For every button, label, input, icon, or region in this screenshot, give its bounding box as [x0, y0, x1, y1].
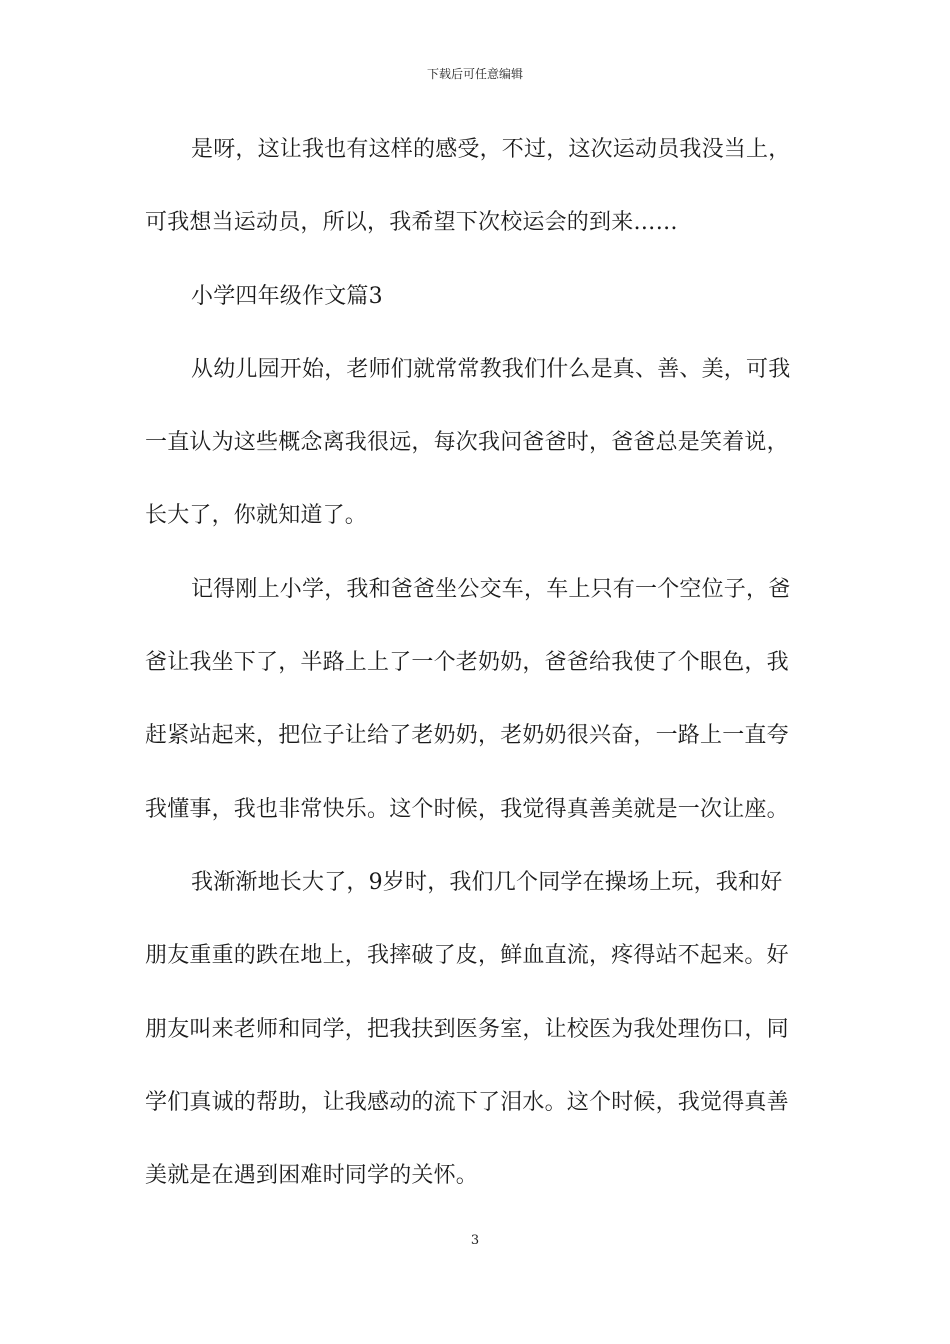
section-title: 小学四年级作文篇3 — [191, 283, 383, 309]
essay-body — [145, 126, 810, 1225]
paragraph-line: 我懂事，我也非常快乐。这个时候，我觉得真善美就是一次让座。 — [145, 796, 789, 822]
paragraph-line: 美就是在遇到困难时同学的关怀。 — [145, 1163, 479, 1189]
paragraph-line: 长大了，你就知道了。 — [145, 503, 368, 529]
paragraph-line: 从幼儿园开始，老师们就常常教我们什么是真、善、美，可我 — [191, 356, 791, 382]
paragraph-line: 朋友叫来老师和同学，把我扶到医务室，让校医为我处理伤口，同 — [145, 1016, 789, 1042]
paragraph-line: 学们真诚的帮助，让我感动的流下了泪水。这个时候，我觉得真善 — [145, 1089, 789, 1115]
page-header: 下载后可任意编辑 — [426, 67, 523, 81]
page-number: 3 — [470, 1233, 480, 1248]
paragraph-line: 我渐渐地长大了，9岁时，我们几个同学在操场上玩，我和好 — [191, 869, 783, 895]
paragraph-line: 爸让我坐下了，半路上上了一个老奶奶，爸爸给我使了个眼色，我 — [145, 650, 789, 676]
paragraph-line: 记得刚上小学，我和爸爸坐公交车，车上只有一个空位子，爸 — [191, 576, 791, 602]
paragraph-line: 一直认为这些概念离我很远，每次我问爸爸时，爸爸总是笑着说， — [145, 430, 789, 456]
paragraph-line: 赶紧站起来，把位子让给了老奶奶，老奶奶很兴奋，一路上一直夸 — [145, 723, 789, 749]
paragraph-line: 朋友重重的跌在地上，我摔破了皮，鲜血直流，疼得站不起来。好 — [145, 943, 789, 969]
paragraph-line: 是呀，这让我也有这样的感受，不过，这次运动员我没当上， — [191, 137, 791, 162]
paragraph-line: 可我想当运动员，所以，我希望下次校运会的到来…… — [145, 210, 678, 236]
